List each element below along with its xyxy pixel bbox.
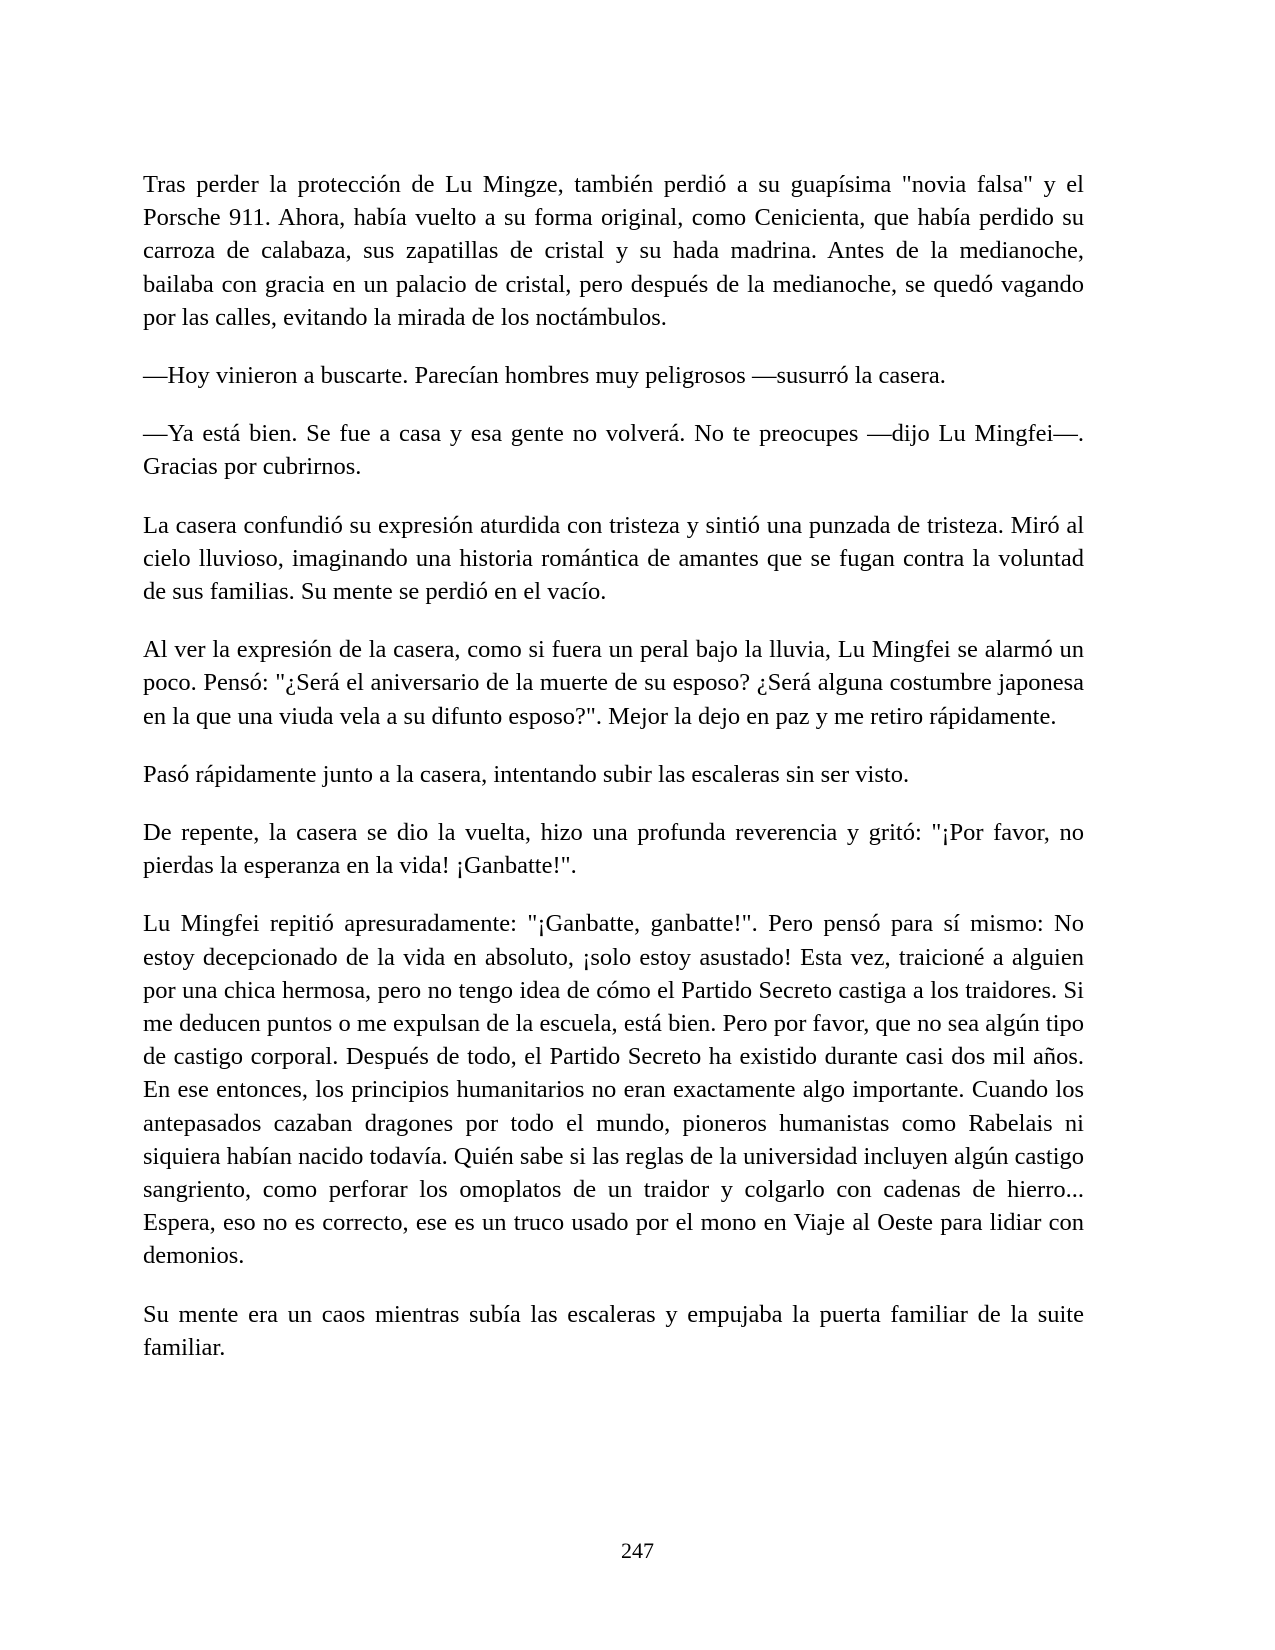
body-text-column [143, 168, 1084, 1364]
paragraph-4: La casera confundió su expresión aturdida con tristeza y sintió una punzada de tristeza. Miró al cielo lluvioso, imaginando una historia romántica de amantes que se fugan contra la voluntad de sus familias. Su mente se perdió en el vacío. [143, 511, 1084, 606]
paragraph-3-dialogue: —Ya está bien. Se fue a casa y esa gente no volverá. No te preocupes —dijo Lu Mingfei—. Gracias por cubrirnos. [143, 420, 1084, 481]
paragraph-8: Lu Mingfei repitió apresuradamente: "¡Ganbatte, ganbatte!". Pero pensó para sí mismo: No estoy decepcionado de la vida en absoluto, ¡solo estoy asustado! Esta vez, traicioné a alguien por una chica hermosa, pero no tengo idea de cómo el Partido Secreto castiga a los traidores. Si me deducen puntos o me expulsan de la escuela, está bien. Pero por favor, que no sea algún tipo de castigo corporal. Después de todo, el Partido Secreto ha existido durante casi dos mil años. En ese entonces, los principios humanitarios no eran exactamente algo importante. Cuando los antepasados cazaban dragones por todo el mundo, pioneros humanistas como Rabelais ni siquiera habían nacido todavía. Quién sabe si las reglas de la universidad incluyen algún castigo sangriento, como perforar los omoplatos de un traidor y colgarlo con cadenas de hierro... Espera, eso no es correcto, ese es un truco usado por el mono en Viaje al Oeste para lidiar con demonios. [143, 910, 1084, 1270]
paragraph-1: Tras perder la protección de Lu Mingze, también perdió a su guapísima "novia falsa" y el Porsche 911. Ahora, había vuelto a su forma original, como Cenicienta, que había perdido su carroza de calabaza, sus zapatillas de cristal y su hada madrina. Antes de la medianoche, bailaba con gracia en un palacio de cristal, pero después de la medianoche, se quedó vagando por las calles, evitando la mirada de los noctámbulos. [143, 171, 1084, 331]
paragraph-6: Pasó rápidamente junto a la casera, intentando subir las escaleras sin ser visto. [143, 760, 910, 788]
page-number: 247 [621, 1538, 654, 1563]
paragraph-7: De repente, la casera se dio la vuelta, hizo una profunda reverencia y gritó: "¡Por favor, no pierdas la esperanza en la vida! ¡Ganbatte!". [143, 819, 1084, 880]
paragraph-9: Su mente era un caos mientras subía las escaleras y empujaba la puerta familiar de la suite familiar. [143, 1300, 1084, 1361]
paragraph-5: Al ver la expresión de la casera, como si fuera un peral bajo la lluvia, Lu Mingfei se alarmó un poco. Pensó: "¿Será el aniversario de la muerte de su esposo? ¿Será alguna costumbre japonesa en la que una viuda vela a su difunto esposo?". Mejor la dejo en paz y me retiro rápidamente. [143, 636, 1084, 730]
paragraph-2-dialogue: —Hoy vinieron a buscarte. Parecían hombres muy peligrosos —susurró la casera. [143, 362, 946, 390]
